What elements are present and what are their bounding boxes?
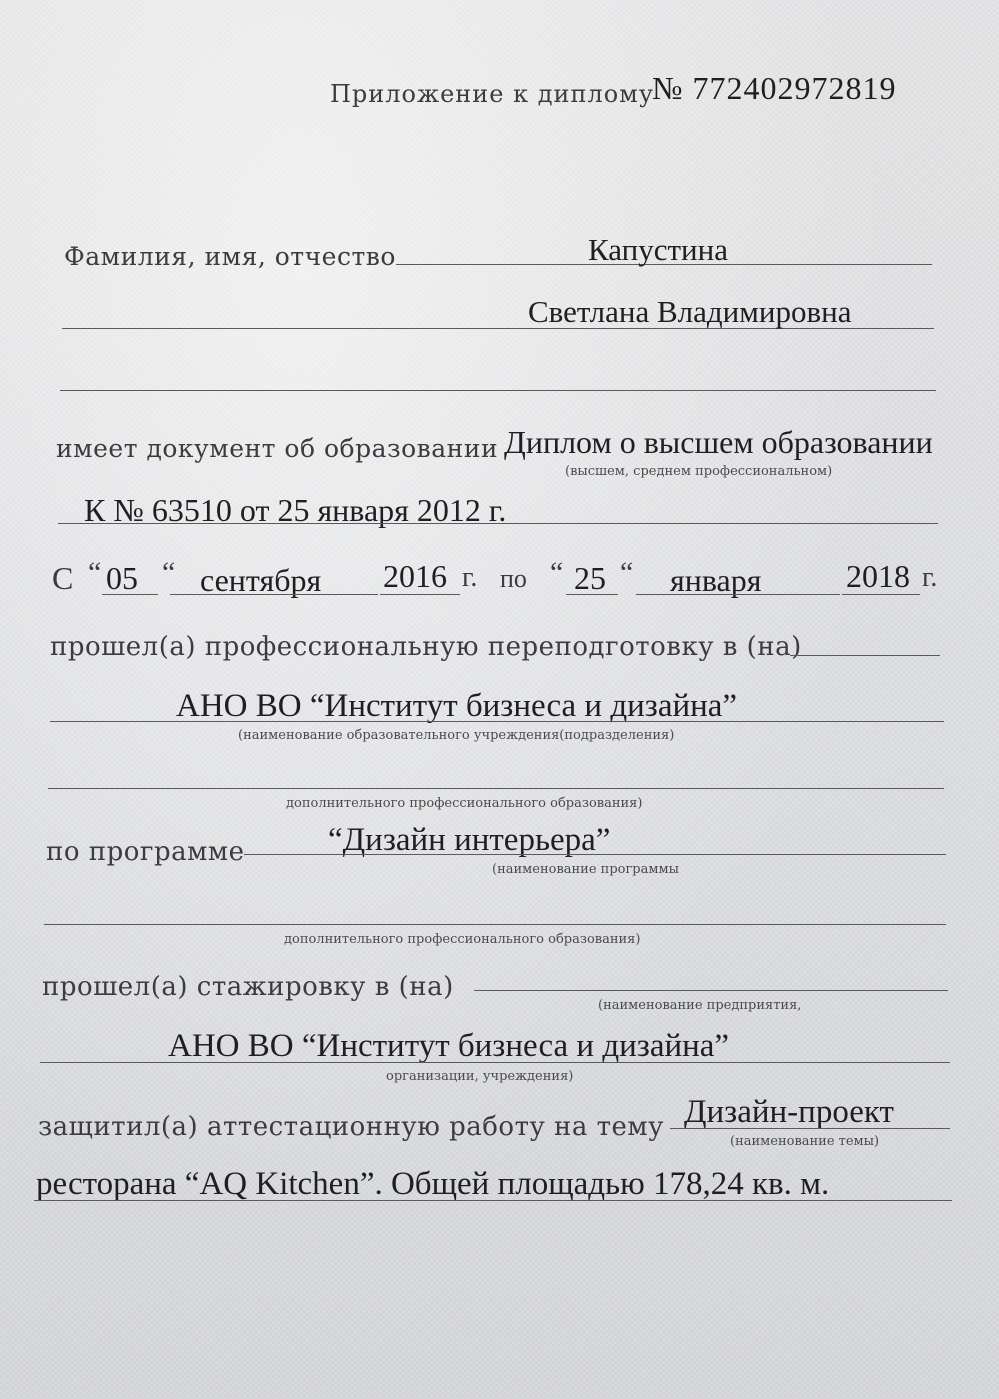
retraining-label: прошел(а) профессиональную переподготовку в (на) [50, 632, 802, 662]
retraining-label-underline [790, 655, 940, 656]
period-from-prefix: С [52, 560, 74, 596]
retraining-institution: АНО ВО “Институт бизнеса и дизайна” [176, 688, 738, 724]
period-from-day: 05 [106, 560, 138, 596]
diploma-number: № 772402972819 [652, 70, 897, 106]
to-day-underline [566, 594, 618, 595]
prior-education-caption: (высшем, среднем профессиональном) [565, 464, 833, 479]
period-to-year: 2018 [846, 558, 910, 594]
prior-education-underline [58, 523, 938, 524]
from-day-underline [102, 594, 158, 595]
full-name-label: Фамилия, имя, отчество [64, 242, 396, 271]
quote-open-icon-2: “ [550, 556, 564, 589]
surname-value: Капустина [588, 232, 728, 267]
period-from-year-suffix: г. [462, 562, 478, 593]
internship-caption-1: (наименование предприятия, [598, 998, 802, 1013]
quote-close-icon-2: “ [620, 556, 634, 589]
internship-underline [40, 1062, 950, 1063]
given-names-value: Светлана Владимировна [528, 294, 852, 329]
thesis-value-1-underline [670, 1128, 950, 1129]
retraining-caption-2: дополнительного профессионального образования) [286, 796, 643, 811]
quote-close-icon: “ [162, 556, 176, 589]
blank-name-line [60, 390, 936, 391]
program-caption-1: (наименование программы [492, 862, 679, 877]
retraining-caption-1: (наименование образовательного учреждения(подразделения) [238, 728, 675, 743]
retraining-institution-underline [50, 721, 944, 722]
document-title: Приложение к диплому [330, 80, 654, 108]
from-year-underline [380, 594, 460, 595]
thesis-label: защитил(а) аттестационную работу на тему [38, 1112, 664, 1142]
period-to-day: 25 [574, 560, 606, 596]
thesis-value-1: Дизайн-проект [684, 1094, 894, 1130]
period-to-month: января [670, 562, 762, 598]
internship-label-underline [474, 990, 948, 991]
internship-caption-2: организации, учреждения) [386, 1069, 574, 1084]
program-underline [244, 854, 946, 855]
prior-education-details: К № 63510 от 25 января 2012 г. [84, 492, 507, 528]
thesis-value-2: ресторана “AQ Kitchen”. Общей площадью 178,24 кв. м. [36, 1166, 830, 1202]
prior-education-document: Диплом о высшем образовании [504, 424, 933, 460]
period-from-month: сентября [200, 562, 322, 598]
program-value: “Дизайн интерьера” [328, 822, 611, 858]
thesis-value-2-underline [34, 1200, 952, 1201]
retraining-blank-underline [48, 788, 944, 789]
period-to-prefix: по [500, 564, 527, 593]
period-from-year: 2016 [383, 558, 447, 594]
program-caption-2: дополнительного профессионального образования) [284, 932, 641, 947]
program-blank-underline [44, 924, 946, 925]
period-to-year-suffix: г. [922, 562, 938, 593]
prior-education-label: имеет документ об образовании [56, 434, 499, 463]
program-label: по программе [46, 837, 245, 867]
to-year-underline [842, 594, 920, 595]
thesis-caption: (наименование темы) [730, 1134, 880, 1149]
quote-open-icon: “ [88, 556, 102, 589]
to-month-underline [636, 594, 840, 595]
from-month-underline [170, 594, 378, 595]
internship-value: АНО ВО “Институт бизнеса и дизайна” [168, 1028, 730, 1064]
internship-label: прошел(а) стажировку в (на) [42, 972, 454, 1002]
